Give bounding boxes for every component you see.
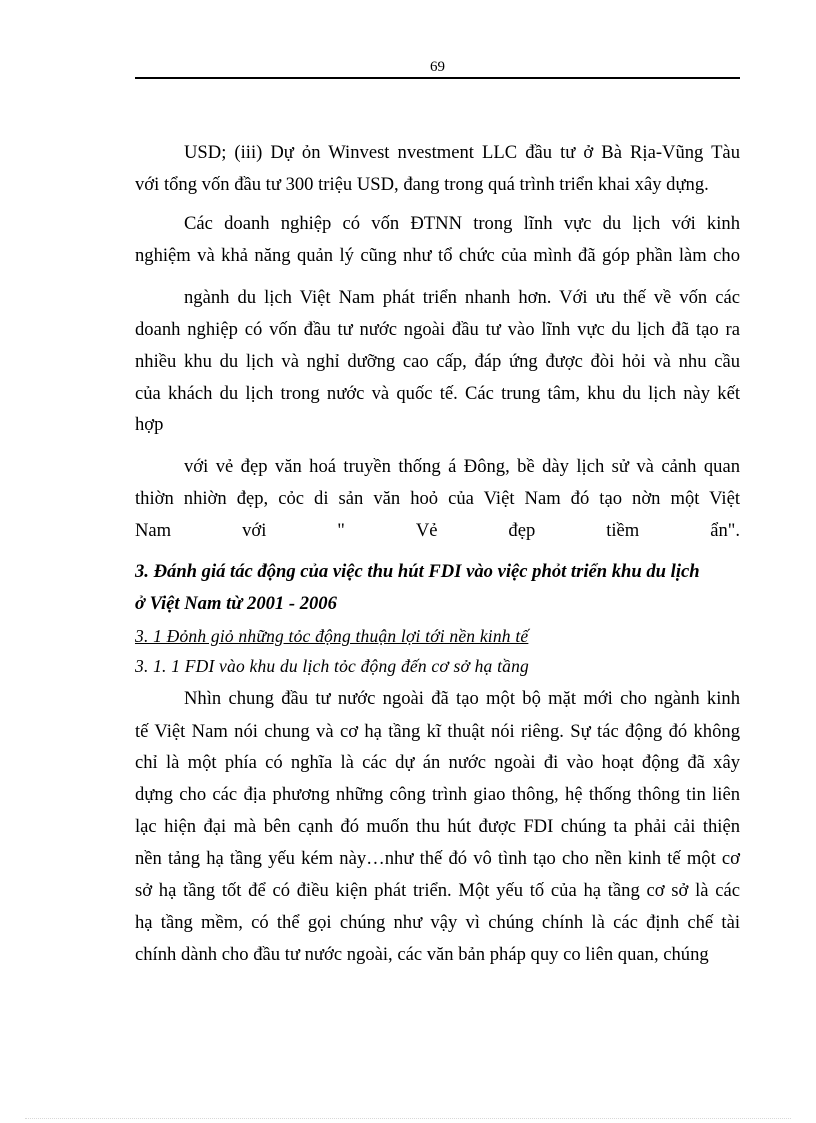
word: Nam (135, 520, 172, 541)
section-heading-cont: ở Việt Nam từ 2001 - 2006 (135, 593, 337, 614)
body-line: sở hạ tầng tốt để có điều kiện phát triển. Một yếu tố của hạ tầng cơ sở là các (135, 880, 740, 901)
paragraph-line: của khách du lịch trong nước và quốc tế. Các trung tâm, khu du lịch này kết (135, 383, 740, 404)
paragraph-line: thiờn nhiờn đẹp, cỏc di sản văn hoỏ của Việt Nam đó tạo nờn một Việt (135, 488, 740, 509)
paragraph-line: với tổng vốn đầu tư 300 triệu USD, đang trong quá trình triển khai xây dựng. (135, 174, 709, 195)
body-line: Nhìn chung đầu tư nước ngoài đã tạo một bộ mặt mới cho ngành kinh (184, 688, 740, 709)
page-number: 69 (430, 59, 445, 75)
paragraph-line: nhiều khu du lịch và nghỉ dưỡng cao cấp, đáp ứng được đòi hỏi và nhu cầu (135, 351, 740, 372)
word: ẩn". (710, 520, 740, 541)
body-line: nền tảng hạ tầng yếu kém này…như thế đó vô tình tạo cho nền kinh tế một cơ (135, 848, 740, 869)
word: đẹp (508, 520, 536, 541)
body-line: dựng cho các địa phương những công trình giao thông, hệ thống thông tin liên (135, 784, 740, 805)
footer-dotted-line (25, 1118, 791, 1119)
body-line: chỉ là một phía có nghĩa là các dự án nước ngoài đi vào hoạt động đã xây (135, 752, 740, 773)
subheading: 3. 1 Đỏnh giỏ những tỏc động thuận lợi tới nền kinh tế (135, 626, 529, 646)
header-rule (135, 77, 740, 79)
subsubheading: 3. 1. 1 FDI vào khu du lịch tỏc động đến cơ sở hạ tầng (135, 656, 529, 676)
paragraph-line: hợp (135, 414, 164, 435)
section-heading: 3. Đánh giá tác động của việc thu hút FDI vào việc phỏt triển khu du lịch (135, 561, 700, 582)
paragraph-line: với vẻ đẹp văn hoá truyền thống á Đông, bề dày lịch sử và cảnh quan (184, 456, 740, 477)
word: " (337, 520, 345, 541)
paragraph-line: USD; (iii) Dự ỏn Winvest nvestment LLC đầu tư ở Bà Rịa-Vũng Tàu (184, 142, 740, 163)
body-line: hạ tầng mềm, có thể gọi chúng như vậy vì chúng chính là các định chế tài (135, 912, 740, 933)
body-line: chính dành cho đầu tư nước ngoài, các văn bản pháp quy co liên quan, chúng (135, 944, 709, 965)
word: Vẻ (415, 520, 438, 541)
paragraph-line: ngành du lịch Việt Nam phát triển nhanh hơn. Với ưu thế về vốn các (184, 287, 740, 308)
word: tiềm (606, 520, 640, 541)
paragraph-line: nghiệm và khả năng quản lý cũng như tổ chức của mình đã góp phần làm cho (135, 245, 740, 266)
paragraph-line: Các doanh nghiệp có vốn ĐTNN trong lĩnh vực du lịch với kinh (184, 213, 740, 234)
spread-line (135, 519, 740, 543)
body-line: tế Việt Nam nói chung và cơ hạ tầng kĩ thuật nói riêng. Sự tác động đó không (135, 721, 740, 742)
paragraph-line: doanh nghiệp có vốn đầu tư nước ngoài đầu tư vào lĩnh vực du lịch đã tạo ra (135, 319, 740, 340)
word: với (242, 520, 267, 541)
body-line: lạc hiện đại mà bên cạnh đó muốn thu hút được FDI chúng ta phải cải thiện (135, 816, 740, 837)
